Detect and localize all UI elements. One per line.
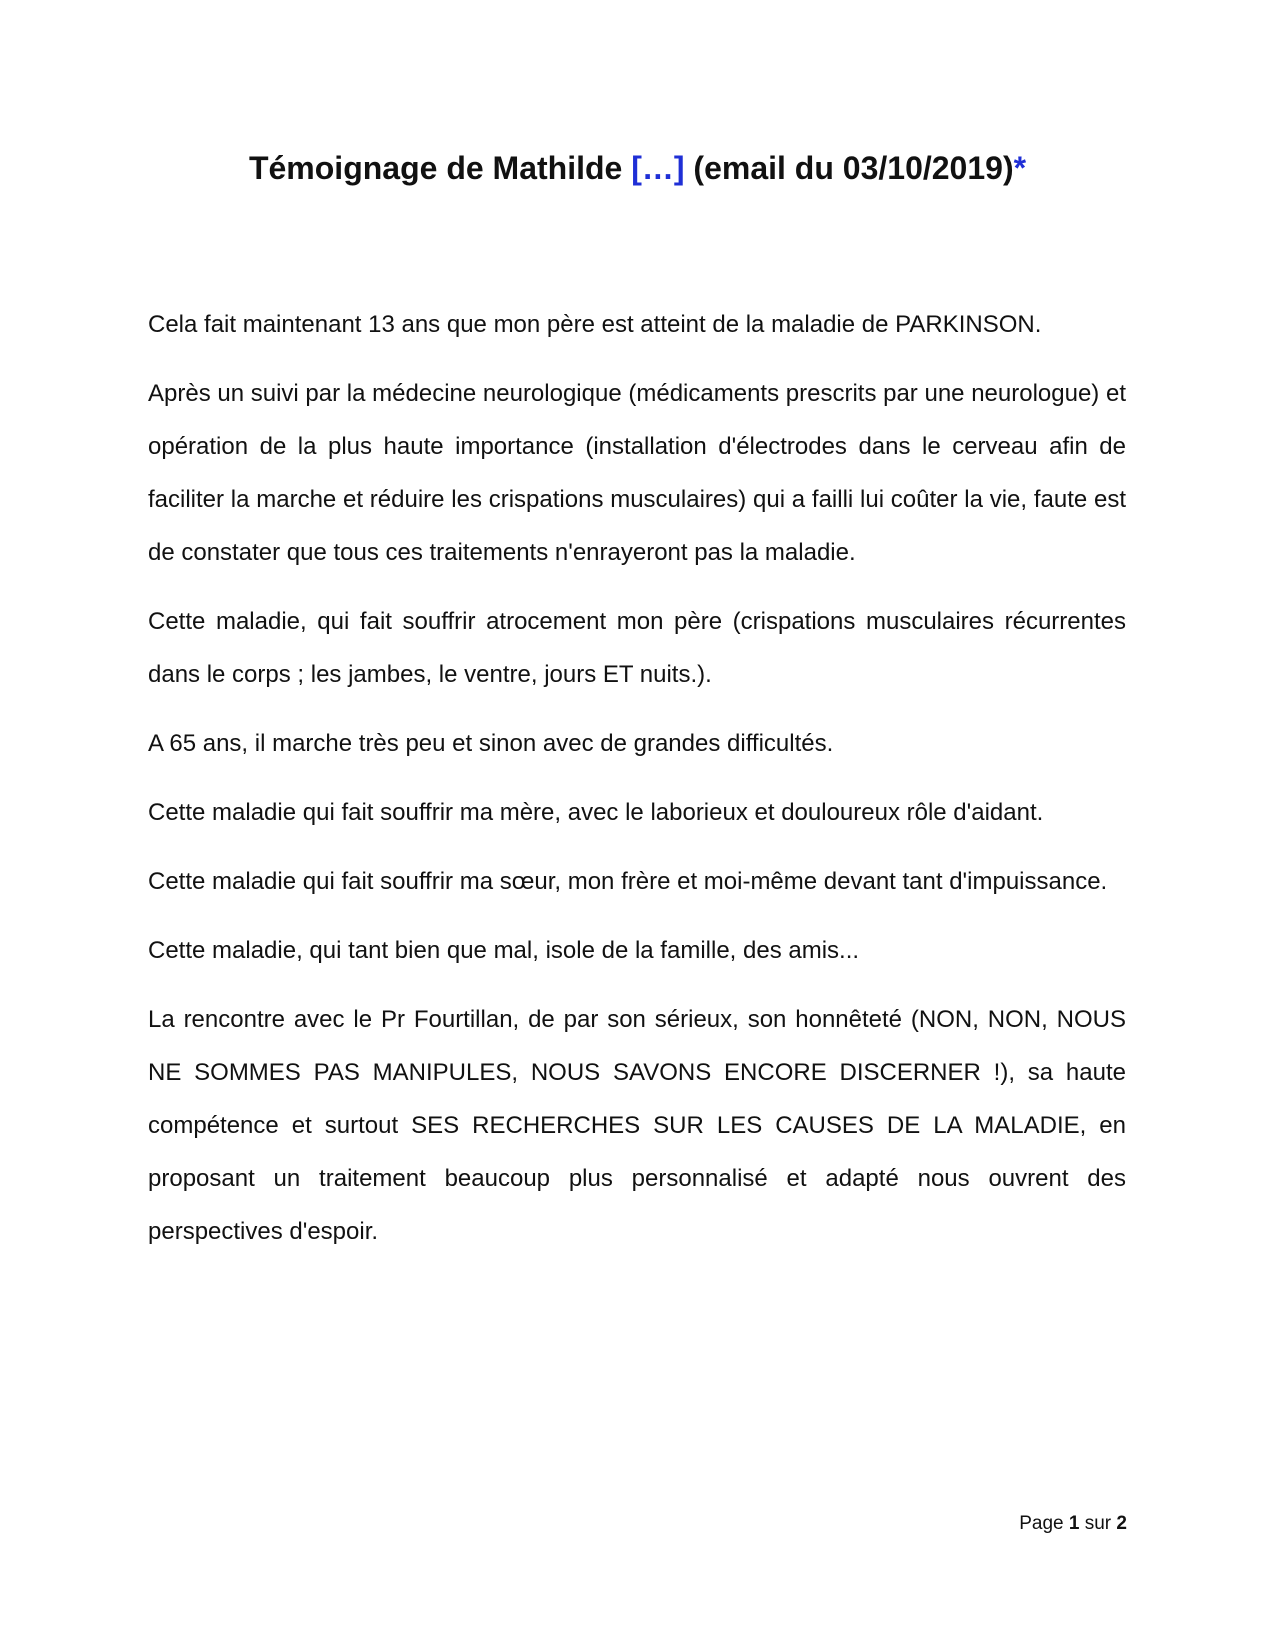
paragraph: Après un suivi par la médecine neurologique (médicaments prescrits par une neurologue) et opération de la plus haute importance (installation d'électrodes dans le cerveau afin de faciliter la marche et réduire les crispations musculaires) qui a failli lui coûter la vie, faute est de constater que tous ces traitements n'enrayeront pas la maladie. [148, 380, 1126, 566]
footer-page-label: Page [1019, 1513, 1064, 1534]
footer-separator: sur [1084, 1513, 1112, 1534]
paragraph: Cette maladie, qui fait souffrir atrocement mon père (crispations musculaires récurrentes dans le corps ; les jambes, le ventre, jours ET nuits.). [148, 608, 1126, 688]
page-footer [1019, 1512, 1127, 1536]
title-part-1: Témoignage de Mathilde [248, 150, 632, 186]
paragraph: La rencontre avec le Pr Fourtillan, de par son sérieux, son honnêteté (NON, NON, NOUS NE SOMMES PAS MANIPULES, NOUS SAVONS ENCORE DISCERNER !), sa haute compétence et surtout SES RECHERCHES SUR LES CAUSES DE LA MALADIE, en proposant un traitement beaucoup plus personnalisé et adapté nous ouvrent des perspectives d'espoir. [148, 1006, 1126, 1245]
footer-page-total: 2 [1116, 1513, 1127, 1534]
document-title [0, 148, 1275, 188]
title-redaction: […] [631, 150, 685, 186]
footer-page-current: 1 [1068, 1513, 1080, 1534]
paragraph: Cela fait maintenant 13 ans que mon père est atteint de la maladie de PARKINSON. [148, 311, 1042, 338]
paragraph: Cette maladie qui fait souffrir ma mère, avec le laborieux et douloureux rôle d'aidant. [148, 799, 1044, 826]
paragraph: Cette maladie, qui tant bien que mal, isole de la famille, des amis... [148, 937, 860, 964]
document-body [148, 298, 1126, 1274]
paragraph: A 65 ans, il marche très peu et sinon avec de grandes difficultés. [148, 730, 834, 757]
paragraph: Cette maladie qui fait souffrir ma sœur, mon frère et moi-même devant tant d'impuissance. [148, 868, 1108, 895]
title-asterisk: * [1013, 150, 1027, 186]
title-part-2: (email du 03/10/2019) [684, 150, 1014, 186]
